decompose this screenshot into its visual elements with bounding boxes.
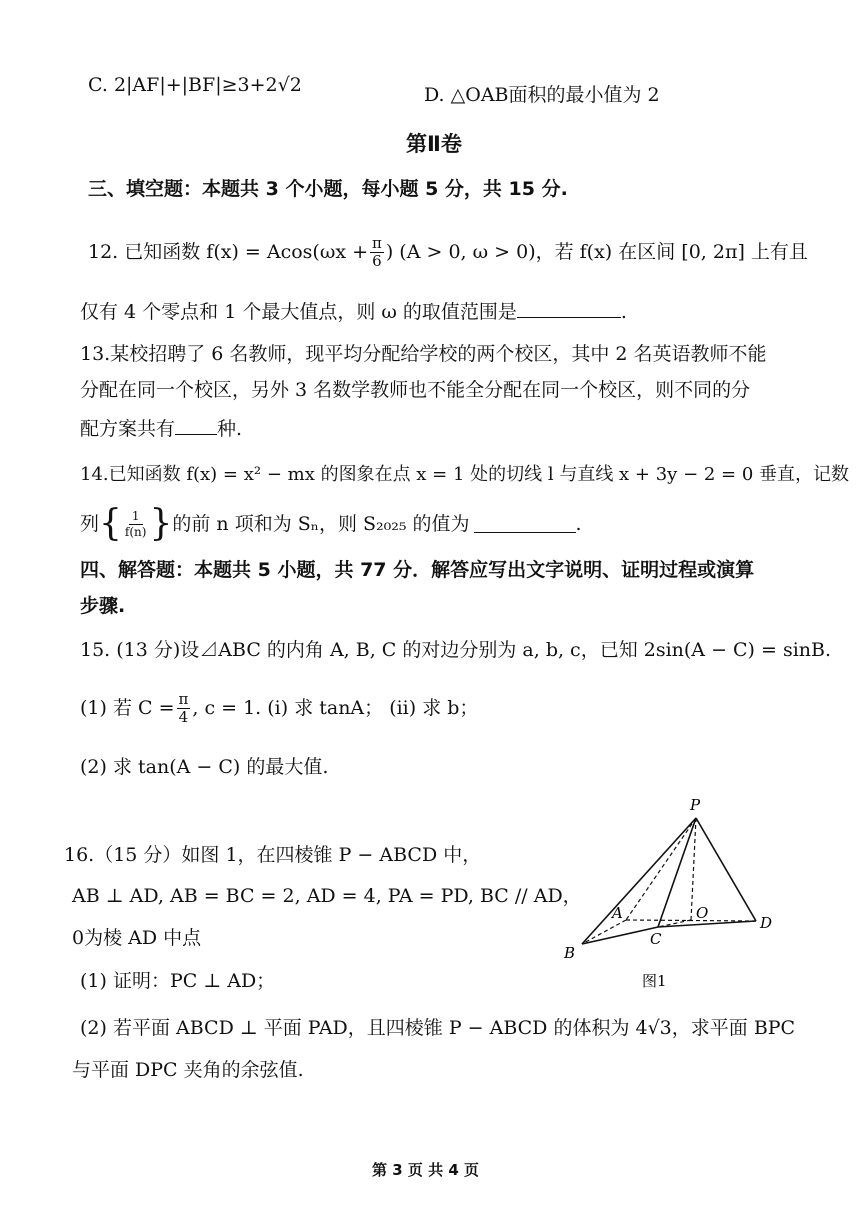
edge-bc <box>582 927 658 944</box>
section4-header-line1: 四、解答题：本题共 5 小题，共 77 分．解答应写出文字说明、证明过程或演算 <box>80 559 755 581</box>
q12-frac-num: π <box>372 234 382 252</box>
q16-part1: (1) 证明：PC ⊥ AD； <box>80 970 276 992</box>
q12-line1 <box>88 234 808 270</box>
q14-line2 <box>80 502 582 546</box>
label-o: O <box>696 904 709 922</box>
q14-frac-den: f(n) <box>124 524 147 539</box>
q15-p1-text-a: (1) 若 C = <box>80 696 175 719</box>
label-b: B <box>564 944 576 962</box>
figure-caption: 图1 <box>642 972 667 990</box>
q12-frac-den: 6 <box>372 251 382 270</box>
right-brace: } <box>149 503 173 544</box>
q12-fraction <box>370 235 384 269</box>
q12-text-a: 12. 已知函数 f(x) = Acos(ωx + <box>88 240 368 263</box>
q13-line2: 分配在同一个校区，另外 3 名数学教师也不能全分配在同一个校区，则不同的分 <box>80 379 751 401</box>
page-footer: 第 3 页 共 4 页 <box>372 1161 479 1179</box>
q14-text-b: 的前 n 项和为 Sₙ，则 S₂₀₂₅ 的值为 <box>172 512 470 535</box>
edge-pa <box>626 818 696 920</box>
q12-text-c: 仅有 4 个零点和 1 个最大值点，则 ω 的取值范围是 <box>80 301 517 323</box>
q12-end: . <box>620 301 627 323</box>
edge-pc <box>658 818 696 927</box>
q14-text-a: 列 <box>80 512 100 535</box>
left-brace: { <box>99 503 122 544</box>
q12-answer-blank <box>517 301 621 318</box>
section3-header: 三、填空题：本题共 3 个小题，每小题 5 分，共 15 分. <box>88 178 568 200</box>
label-a: A <box>612 904 623 922</box>
q16-line2: AB ⊥ AD, AB = BC = 2, AD = 4, PA = PD, BC // AD， <box>72 885 582 907</box>
q15-fraction <box>177 691 191 725</box>
q16-line3: 0为棱 AD 中点 <box>72 927 202 949</box>
q14-line1: 14.已知函数 f(x) = x² − mx 的图象在点 x = 1 处的切线 l 与直线 x + 3y − 2 = 0 垂直，记数 <box>80 464 850 485</box>
q14-end: . <box>575 512 582 535</box>
option-d: D. △OAB面积的最小值为 2 <box>424 84 660 106</box>
q13-text-b: 种. <box>217 418 243 440</box>
q13-line1: 13.某校招聘了 6 名教师，现平均分配给学校的两个校区，其中 2 名英语教师不能 <box>80 343 767 365</box>
label-p: P <box>690 796 701 814</box>
q15-frac-den: 4 <box>178 707 189 726</box>
q15-p1-text-b: , c = 1. (i) 求 tanA； (ii) 求 b； <box>192 696 479 719</box>
part-title: 第Ⅱ卷 <box>406 132 462 156</box>
q15-part1 <box>80 688 478 728</box>
q12-line2 <box>80 301 627 322</box>
q15-frac-num: π <box>178 690 189 708</box>
label-d: D <box>760 914 773 932</box>
q14-sequence <box>99 503 173 544</box>
q14-frac-num: 1 <box>129 509 143 524</box>
q13-text-a: 配方案共有 <box>80 418 176 440</box>
q16-line1: 16.（15 分）如图 1，在四棱锥 P − ABCD 中， <box>64 844 482 866</box>
q14-answer-blank <box>474 516 576 533</box>
q15-line1: 15. (13 分)设⊿ABC 的内角 A, B, C 的对边分别为 a, b, c，已知 2sin(A − C) = sinB. <box>80 639 832 661</box>
q16-part2-line1: (2) 若平面 ABCD ⊥ 平面 PAD，且四棱锥 P − ABCD 的体积为 4√3，求平面 BPC <box>80 1017 796 1039</box>
q16-part2-line2: 与平面 DPC 夹角的余弦值. <box>72 1059 304 1081</box>
edge-ab <box>582 920 626 944</box>
q14-fraction <box>122 509 150 539</box>
pyramid-figure <box>556 796 786 996</box>
label-c: C <box>650 930 662 948</box>
section4-header-line2: 步骤. <box>80 595 126 617</box>
q12-text-b: ) (A > 0, ω > 0)，若 f(x) 在区间 [0, 2π] 上有且 <box>385 240 808 263</box>
q13-answer-blank <box>175 418 217 435</box>
q15-part2: (2) 求 tan(A − C) 的最大值. <box>80 756 329 778</box>
q13-line3 <box>80 418 242 439</box>
option-c: C. 2|AF|+|BF|≥3+2√2 <box>88 74 302 96</box>
